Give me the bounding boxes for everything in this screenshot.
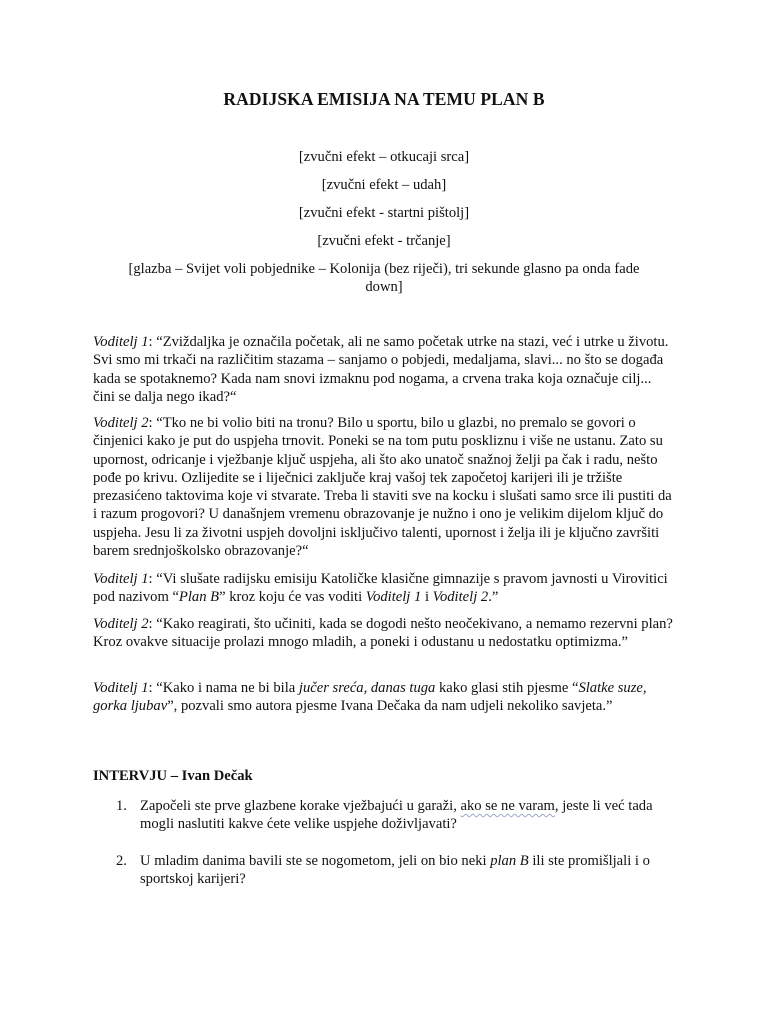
- paragraph-text: i: [421, 589, 433, 606]
- paragraph-text: : “Zviždaljka je označila početak, ali ne samo početak utrke na stazi, već i utrke u životu. Svi smo mi trkači na različitim stazama – sanjamo o pobjedi, medaljama, slavi... no što se događa kada se spotaknemo? Kada nam snovi izmaknu pod nogama, a crvena traka koja označuje cilj... čini se dalja nego ikad?“: [93, 334, 669, 405]
- paragraph-host1-show-name: [93, 570, 673, 607]
- speaker-label: Voditelj 1: [93, 334, 149, 350]
- sound-cue-heartbeat: [zvučni efekt – otkucaji srca]: [298, 149, 470, 165]
- show-name: Plan B: [178, 589, 220, 606]
- host1-name: Voditelj 1: [365, 589, 422, 606]
- speaker-label: Voditelj 2: [93, 415, 149, 431]
- document-title: RADIJSKA EMISIJA NA TEMU PLAN B: [223, 89, 545, 109]
- song-lyric: jučer sreća, danas tuga: [298, 680, 436, 696]
- interview-heading: INTERVJU – Ivan Dečak: [93, 768, 253, 784]
- paragraph-host2-question: [93, 615, 673, 652]
- song-title: Slatke suze, gorka ljubav: [93, 680, 647, 715]
- question-text: [140, 797, 673, 834]
- question-text-part: ili ste promišljali i o sportskoj karijeri?: [140, 853, 650, 888]
- list-number: 1.: [116, 798, 127, 814]
- paragraph-text: : “Kako i nama ne bi bila: [148, 680, 299, 696]
- paragraph-text: ”, pozvali smo autora pjesme Ivana Dečaka da nam udjeli nekoliko savjeta.”: [167, 698, 613, 715]
- question-text: [140, 852, 673, 889]
- paragraph-host1-guest-intro: [93, 679, 673, 716]
- music-cue-line1: [glazba – Svijet voli pobjednike – Kolonija (bez riječi), tri sekunde glasno pa onda fade: [128, 261, 640, 277]
- list-number: 2.: [116, 853, 127, 869]
- paragraph-host2-intro: [93, 414, 673, 560]
- paragraph-text: kako glasi stih pjesme “: [435, 680, 579, 696]
- sound-cue-running: [zvučni efekt - trčanje]: [317, 233, 451, 249]
- paragraph-text: ” kroz koju će vas voditi: [219, 589, 366, 606]
- paragraph-text: : “Tko ne bi volio biti na tronu? Bilo u sportu, bilo u glazbi, no premalo se govori o činjenici kako je put do uspjeha trnovit. Poneki se na tom putu poskliznu i više ne ustanu. Zato su upornost, odricanje i vježbanje ključ uspjeha, ali što ako unatoč snažnoj želji pa čak i radu, nešto pođe po krivu. Ozlijedite se i liječnici zaključe kraj vašoj tek započetoj karijeri ili je tržište prezasićeno taktovima koje vi stvarate. Treba li staviti sve na kocku i slušati samo srce ili pustiti da i razum progovori? U današnjem vremenu obrazovanje je nužno i ono je velikim dijelom ključ do uspjeha. Jesu li za životni uspjeh dovoljni isključivo talenti, upornost i želja ili je ključno završiti barem srednjoškolsko obrazovanje?“: [93, 415, 672, 560]
- spellcheck-underlined-phrase: ako se ne varam: [460, 798, 555, 814]
- host2-name: Voditelj 2: [432, 589, 489, 606]
- plan-b-term: plan B: [490, 853, 529, 869]
- sound-cue-breath: [zvučni efekt – udah]: [321, 177, 447, 193]
- interview-question-1: [93, 797, 673, 834]
- question-text-part: Započeli ste prve glazbene korake vježbajući u garaži,: [140, 798, 461, 814]
- paragraph-text: : “Kako reagirati, što učiniti, kada se dogodi nešto neočekivano, a nemamo rezervni plan? Kroz ovakve situacije prolazi mnogo mladih, a poneki i odustanu u nedostatku optimizma.”: [93, 616, 673, 651]
- paragraph-text: : “Vi slušate radijsku emisiju Katoličke klasične gimnazije s pravom javnosti u Virovitici pod nazivom “: [93, 571, 668, 606]
- sound-cue-starting-pistol: [zvučni efekt - startni pištolj]: [298, 205, 470, 221]
- speaker-label: Voditelj 1: [93, 571, 149, 587]
- speaker-label: Voditelj 1: [93, 680, 149, 696]
- music-cue-line2: down]: [365, 279, 403, 295]
- interview-question-2: [93, 852, 673, 889]
- question-text-part: U mladim danima bavili ste se nogometom, jeli on bio neki: [140, 853, 491, 869]
- speaker-label: Voditelj 2: [93, 616, 149, 632]
- question-text-part: , jeste li već tada mogli naslutiti kakve ćete velike uspjehe doživljavati?: [140, 798, 653, 833]
- paragraph-text: .”: [488, 589, 499, 606]
- paragraph-host1-intro: [93, 333, 673, 406]
